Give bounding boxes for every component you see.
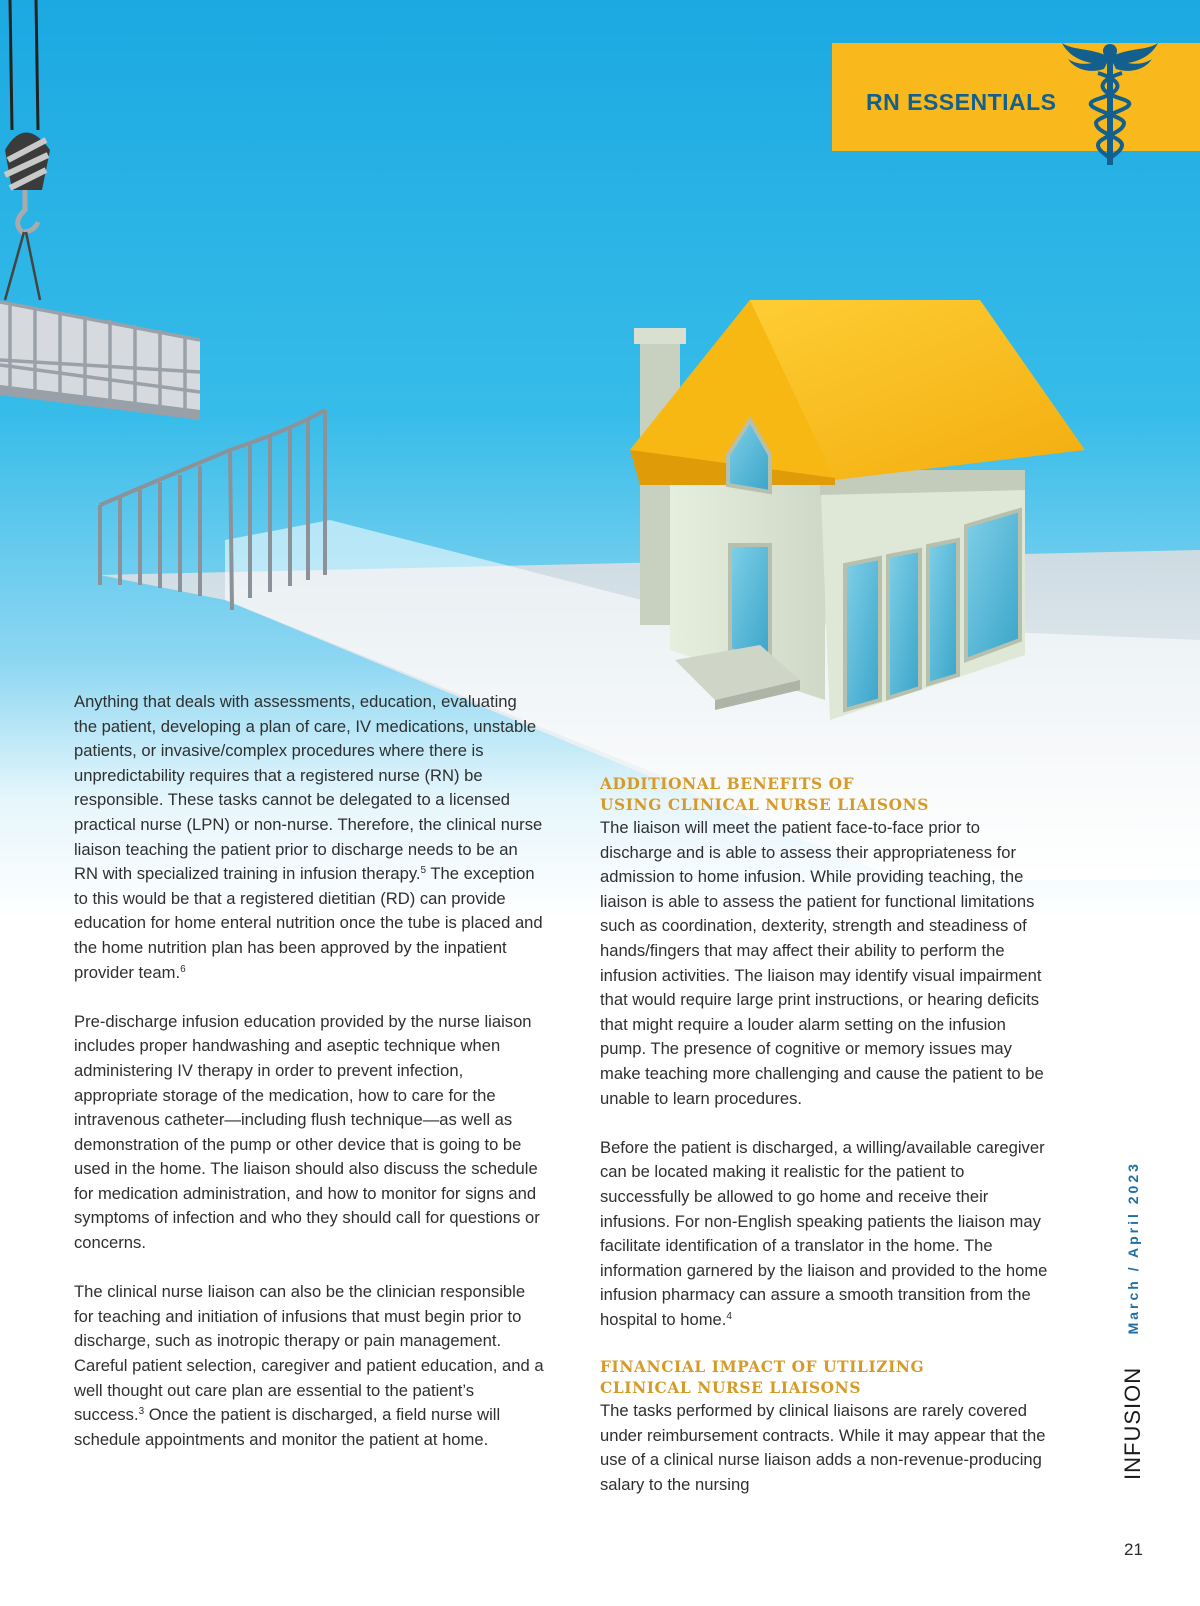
right-paragraph-2-text: Before the patient is discharged, a willing/available caregiver can be located making it realistic for the patient to successfully be allowed to go home and receive their infusions. For non-English speaking patients the liaison may facilitate identification of a translator in the home. The information garnered by the liaison and provided to the home infusion pharmacy can assure a smooth transition from the hospital to home. <box>600 1137 1048 1329</box>
right-paragraph-1: The liaison will meet the patient face-to-face prior to discharge and is able to assess their appropriateness for admission to home infusion. While providing teaching, the liaison is able to assess the patient for functional limitations such as coordination, dexterity, strength and steadiness of hands/fingers that may affect their ability to perform the infusion activities. The liaison may identify visual impairment that would require large print instructions, or hearing deficits that might require a louder alarm setting on the infusion pump. The presence of cognitive or memory issues may make teaching more challenging and cause the patient to be unable to learn procedures. <box>600 818 1044 1108</box>
left-column <box>74 690 544 1452</box>
left-paragraph-1-text: Anything that deals with assessments, education, evaluating the patient, developing a plan of care, IV medications, unstable patients, or invasive/complex procedures where there is unpredictability requires that a registered nurse (RN) be responsible. These tasks cannot be delegated to a licensed practical nurse (LPN) or non-nurse. Therefore, the clinical nurse liaison teaching the patient prior to discharge needs to be an RN with specialized training in infusion therapy. <box>74 692 543 884</box>
section-badge <box>832 43 1200 151</box>
left-paragraph-2: Pre-discharge infusion education provided by the nurse liaison includes proper handwashing and aseptic technique when administering IV therapy in order to prevent infection, appropriate storage of the medication, how to care for the intravenous catheter—including flush technique—as well as demonstration of the pump or other device that is going to be used in the home. The liaison should also discuss the schedule for medication administration, and how to monitor for signs and symptoms of infection and who they should call for questions or concerns. <box>74 1011 540 1253</box>
left-paragraph-1-text-cont: The exception to this would be that a registered dietitian (RD) can provide education for home enteral nutrition once the tube is placed and the home nutrition plan has been approved by the inpatient provider team. <box>74 864 543 982</box>
right-column <box>600 774 1050 1497</box>
heading-line: FINANCIAL IMPACT OF UTILIZING <box>600 1358 925 1377</box>
reference-6: 6 <box>180 963 186 975</box>
left-paragraph-3 <box>74 1280 544 1452</box>
right-paragraph-3: The tasks performed by clinical liaisons are rarely covered under reimbursement contracts. While it may appear that the use of a clinical nurse liaison adds a non-revenue-producing salary to the nursing <box>600 1401 1046 1494</box>
sidebar-issue-info <box>1120 1161 1146 1480</box>
section-title: RN ESSENTIALS <box>866 89 1057 115</box>
heading-line: CLINICAL NURSE LIAISONS <box>600 1379 862 1398</box>
caduceus-icon <box>1058 29 1162 169</box>
right-paragraph-2 <box>600 1136 1050 1333</box>
reference-4: 4 <box>726 1310 732 1322</box>
heading-additional-benefits <box>600 774 1050 816</box>
issue-date: March / April 2023 <box>1125 1161 1141 1335</box>
heading-line: ADDITIONAL BENEFITS OF <box>600 775 855 793</box>
left-paragraph-3-text-cont: Once the patient is discharged, a field nurse will schedule appointments and monitor the patient at home. <box>74 1405 501 1449</box>
reference-3: 3 <box>138 1406 145 1418</box>
front-door <box>730 545 770 660</box>
left-paragraph-3-text: The clinical nurse liaison can also be the clinician responsible for teaching and initiation of infusions that must begin prior to discharge, such as inotropic therapy or pain management. Careful patient selection, caregiver and patient education, and a well thought out care plan are essential to the patient’s success. <box>74 1282 544 1425</box>
magazine-logo: INFUSION <box>1120 1366 1145 1480</box>
heading-financial-impact <box>600 1357 1050 1399</box>
heading-line: USING CLINICAL NURSE LIAISONS <box>600 796 929 814</box>
left-paragraph-1 <box>74 690 544 985</box>
reference-5: 5 <box>420 865 427 877</box>
page-number: 21 <box>1124 1540 1143 1559</box>
